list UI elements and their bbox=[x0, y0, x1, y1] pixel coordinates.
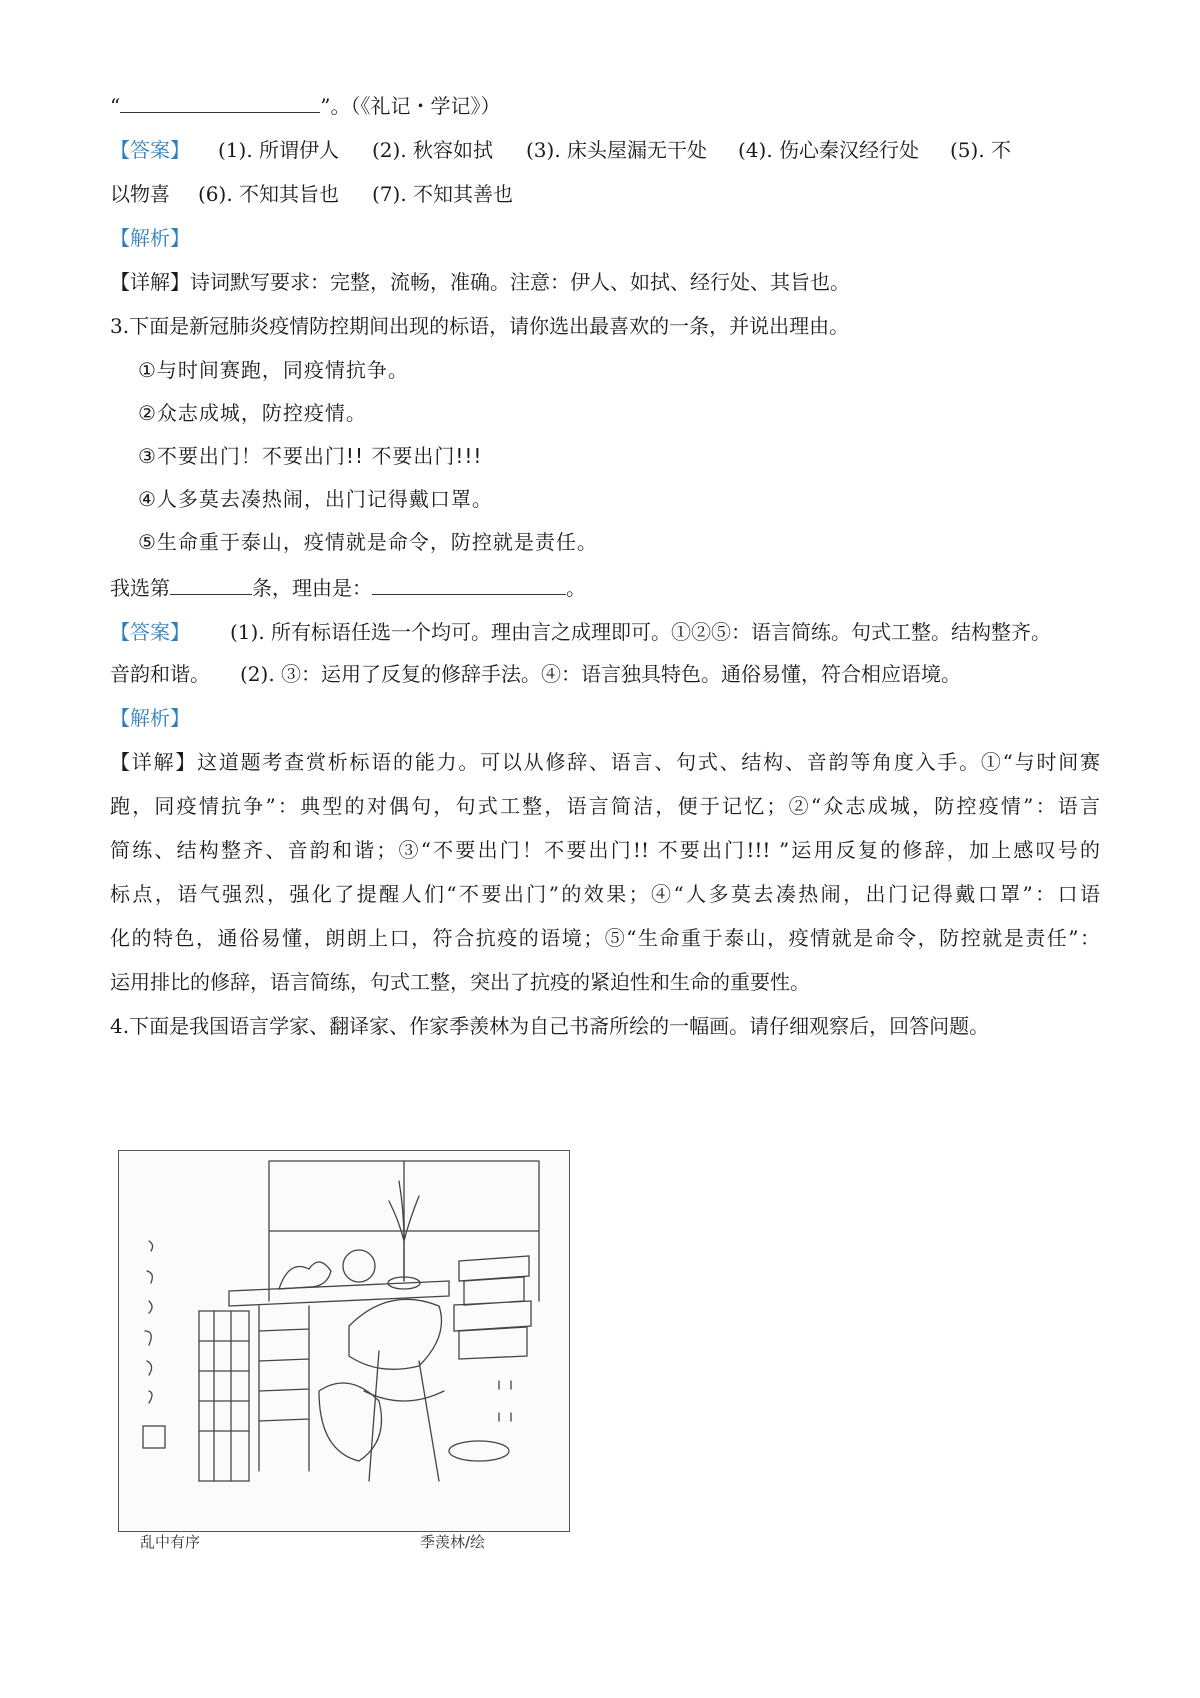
detail-tag: 【详解】 bbox=[110, 270, 190, 294]
q3-detail-line: 【详解】这道题考查赏析标语的能力。可以从修辞、语言、句式、结构、音韵等角度入手。①“与时间赛 bbox=[110, 750, 1100, 774]
reason-blank[interactable] bbox=[372, 574, 566, 595]
q3-detail-line: 标点，语气强烈，强化了提醒人们“不要出门”的效果；④“人多莫去凑热闹，出门记得戴口罩”：口语 bbox=[110, 882, 1100, 906]
slogan-item: ⑤生命重于泰山，疫情就是命令，防控就是责任。 bbox=[138, 530, 598, 554]
q3-detail-line: 简练、结构整齐、音韵和谐；③“不要出门！不要出门!! 不要出门!!! ”运用反复的修辞，加上感叹号的 bbox=[110, 838, 1100, 862]
sketch-drawing bbox=[119, 1151, 569, 1531]
q3-detail-line: 跑，同疫情抗争”：典型的对偶句，句式工整，语言简洁，便于记忆；②“众志成城，防控疫情”：语言 bbox=[110, 794, 1100, 818]
choice-blank[interactable] bbox=[170, 574, 252, 595]
detail-tag: 【详解】 bbox=[110, 750, 198, 774]
study-sketch-image bbox=[118, 1150, 570, 1532]
quote-fill-line: “ ”。（《礼记・学记》） bbox=[110, 94, 501, 118]
q2-answer-line1 bbox=[110, 136, 1100, 164]
q2-detail bbox=[110, 268, 1100, 296]
q3-stem: 3.下面是新冠肺炎疫情防控期间出现的标语，请你选出最喜欢的一条，并说出理由。 bbox=[110, 314, 850, 338]
answer-item: (7). 不知其善也 bbox=[372, 182, 514, 206]
answer-item: (1). 所谓伊人 bbox=[218, 138, 340, 162]
fill-blank[interactable] bbox=[120, 92, 320, 113]
answer-item: (2). 秋容如拭 bbox=[372, 138, 494, 162]
answer-text: (1). 所有标语任选一个均可。理由言之成理即可。①②⑤：语言简练。句式工整。结构整齐。 bbox=[230, 620, 1052, 644]
q3-answer-line1 bbox=[110, 618, 1100, 646]
q4-stem: 4.下面是我国语言学家、翻译家、作家季羡林为自己书斋所绘的一幅画。请仔细观察后，回答问题。 bbox=[110, 1014, 990, 1038]
answer-tag: 【答案】 bbox=[110, 138, 190, 162]
answer-tag: 【答案】 bbox=[110, 620, 190, 644]
answer-item: (5). 不 bbox=[950, 138, 1012, 162]
q3-detail-line: 化的特色，通俗易懂，朗朗上口，符合抗疫的语境；⑤“生命重于泰山，疫情就是命令，防控就是责任”： bbox=[110, 926, 1100, 950]
figure-caption-right: 季羡林/绘 bbox=[420, 1533, 486, 1551]
answer-item: (4). 伤心秦汉经行处 bbox=[738, 138, 920, 162]
detail-text: 诗词默写要求：完整，流畅，准确。注意：伊人、如拭、经行处、其旨也。 bbox=[190, 270, 850, 294]
q3-answer-line2: 音韵和谐。 (2). ③：运用了反复的修辞手法。④：语言独具特色。通俗易懂，符合相应语境。 bbox=[110, 662, 962, 686]
answer-item: (3). 床头屋漏无干处 bbox=[526, 138, 708, 162]
answer-item: 以物喜 bbox=[110, 182, 170, 206]
analysis-tag: 【解析】 bbox=[110, 706, 190, 730]
slogan-item: ①与时间赛跑，同疫情抗争。 bbox=[138, 358, 409, 382]
q2-answer-line2 bbox=[110, 180, 1100, 208]
slogan-item: ③不要出门！不要出门!! 不要出门!!! bbox=[138, 444, 483, 468]
q3-choice-line: 我选第 条，理由是： 。 bbox=[110, 576, 586, 600]
answer-item: (6). 不知其旨也 bbox=[198, 182, 340, 206]
analysis-tag: 【解析】 bbox=[110, 226, 190, 250]
q3-detail-line: 运用排比的修辞，语言简练，句式工整，突出了抗疫的紧迫性和生命的重要性。 bbox=[110, 970, 810, 994]
slogan-item: ④人多莫去凑热闹，出门记得戴口罩。 bbox=[138, 487, 493, 511]
slogan-item: ②众志成城，防控疫情。 bbox=[138, 401, 367, 425]
figure-caption-left: 乱中有序 bbox=[140, 1533, 201, 1551]
